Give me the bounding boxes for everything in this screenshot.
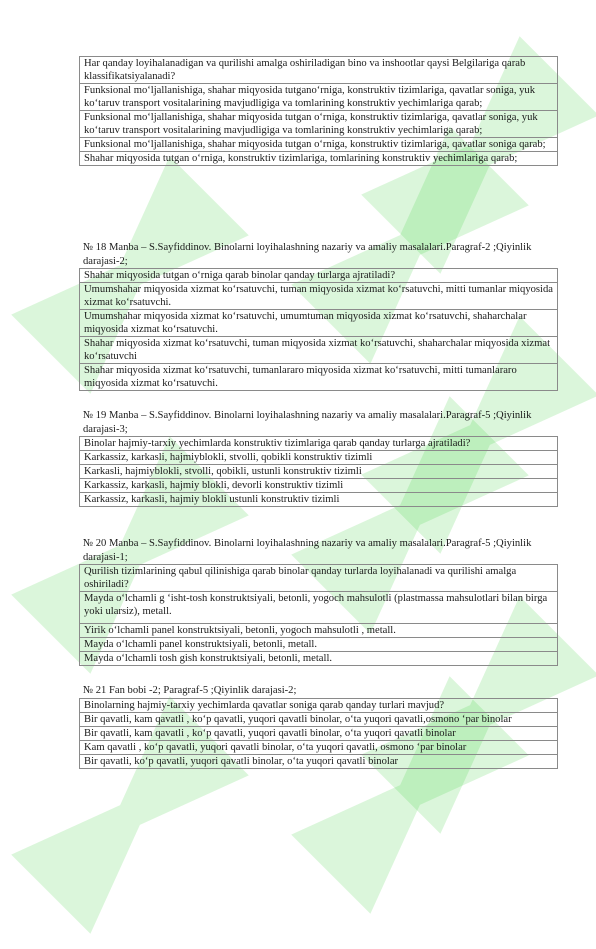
answer-row — [80, 451, 558, 465]
answer-text: Mayda o‘lchamli g ‘isht-tosh konstruktsiyali, betonli, yogoch mahsulotli (plastmassa mahsulotlari bilan birga yoki ularsiz), metall. — [80, 592, 558, 624]
answer-row — [80, 638, 558, 652]
question-row — [80, 57, 558, 84]
question-text: Qurilish tizimlarining qabul qilinishiga qarab binolar qanday turlarda loyihalanadi va qurilishi amalga oshiriladi? — [80, 565, 558, 592]
answer-row — [80, 465, 558, 479]
answer-row — [80, 152, 558, 166]
answer-row — [80, 479, 558, 493]
answer-text: Mayda o‘lchamli panel konstruktsiyali, betonli, metall. — [80, 638, 558, 652]
answer-text: Karkasli, hajmiyblokli, stvolli, qobikli, ustunli konstruktiv tizimli — [80, 465, 558, 479]
answer-row — [80, 592, 558, 624]
answer-row — [80, 713, 558, 727]
answer-row — [80, 84, 558, 111]
answer-text: Bir qavatli, kam qavatli , ko‘p qavatli, yuqori qavatli binolar, o‘ta yuqori qavatli binolar — [80, 727, 558, 741]
answer-text: Shahar miqyosida tutgan o‘rniga, konstruktiv tizimlariga, tomlarining konstruktiv yechimlariga qarab; — [80, 152, 558, 166]
answer-row — [80, 337, 558, 364]
question-heading: № 21 Fan bobi -2; Paragraf-5 ;Qiyinlik darajasi-2; — [83, 685, 297, 696]
question-table — [79, 56, 558, 166]
answer-row — [80, 364, 558, 391]
question-heading: № 20 Manba – S.Sayfiddinov. Binolarni loyihalashning nazariy va amaliy masalalari.Paragraf-5 ;Qiyinlik darajasi-1; — [83, 538, 532, 563]
question-row — [80, 437, 558, 451]
answer-row — [80, 727, 558, 741]
answer-text: Yirik o‘lchamli panel konstruktsiyali, betonli, yogoch mahsulotli , metall. — [80, 624, 558, 638]
answer-text: Karkassiz, karkasli, hajmiy blokli ustunli konstruktiv tizimli — [80, 493, 558, 507]
answer-row — [80, 493, 558, 507]
answer-text: Funksional mo‘ljallanishiga, shahar miqyosida tutgan o‘rniga, konstruktiv tizimlariga, qavatlar soniga qarab; — [80, 138, 558, 152]
answer-text: Kam qavatli , ko‘p qavatli, yuqori qavatli binolar, o‘ta yuqori qavatli, osmono ‘par binolar — [80, 741, 558, 755]
answer-row — [80, 624, 558, 638]
question-heading: № 19 Manba – S.Sayfiddinov. Binolarni loyihalashning nazariy va amaliy masalalari.Paragraf-5 ;Qiyinlik darajasi-3; — [83, 410, 532, 435]
answer-row — [80, 652, 558, 666]
question-table — [79, 268, 558, 391]
answer-text: Funksional mo‘ljallanishiga, shahar miqyosida tutgano‘rniga, konstruktiv tizimlariga, qavatlar soniga, yuk ko‘taruv transport vositalarining mavjudligiga va tomlarining konstruktiv yechimlariga qarab; — [80, 84, 558, 111]
answer-row — [80, 755, 558, 769]
answer-row — [80, 310, 558, 337]
question-table — [79, 564, 558, 666]
question-text: Har qanday loyihalanadigan va qurilishi amalga oshiriladigan bino va inshootlar qaysi Belgilariga qarab klassifikatsiyalanadi? — [80, 57, 558, 84]
answer-text: Bir qavatli, kam qavatli , ko‘p qavatli, yuqori qavatli binolar, o‘ta yuqori qavatli,osmono ‘par binolar — [80, 713, 558, 727]
question-text: Binolar hajmiy-tarxiy yechimlarda konstruktiv tizimlariga qarab qanday turlarga ajratiladi? — [80, 437, 558, 451]
answer-row — [80, 138, 558, 152]
question-row — [80, 699, 558, 713]
answer-row — [80, 111, 558, 138]
question-row — [80, 269, 558, 283]
answer-text: Shahar miqyosida xizmat ko‘rsatuvchi, tuman miqyosida xizmat ko‘rsatuvchi, shaharchalar miqyosida xizmat ko‘rsatuvchi — [80, 337, 558, 364]
answer-text: Mayda o‘lchamli tosh gish konstruktsiyali, betonli, metall. — [80, 652, 558, 666]
question-table — [79, 698, 558, 769]
answer-text: Bir qavatli, ko‘p qavatli, yuqori qavatli binolar, o‘ta yuqori qavatli binolar — [80, 755, 558, 769]
answer-text: Funksional mo‘ljallanishiga, shahar miqyosida tutgan o‘rniga, konstruktiv tizimlariga, qavatlar soniga, yuk ko‘taruv transport vositalarining mavjudligiga va tomlarining konstruktiv yechimlariga qarab; — [80, 111, 558, 138]
question-row — [80, 565, 558, 592]
answer-text: Umumshahar miqyosida xizmat ko‘rsatuvchi, umumtuman miqyosida xizmat ko‘rsatuvchi, shaharchalar miqyosida xizmat ko‘rsatuvchi. — [80, 310, 558, 337]
answer-row — [80, 741, 558, 755]
answer-text: Karkassiz, karkasli, hajmiy blokli, devorli konstruktiv tizimli — [80, 479, 558, 493]
answer-text: Karkassiz, karkasli, hajmiyblokli, stvolli, qobikli konstruktiv tizimli — [80, 451, 558, 465]
question-text: Binolarning hajmiy-tarxiy yechimlarda qavatlar soniga qarab qanday turlari mavjud? — [80, 699, 558, 713]
question-text: Shahar miqyosida tutgan o‘rniga qarab binolar qanday turlarga ajratiladi? — [80, 269, 558, 283]
answer-text: Shahar miqyosida xizmat ko‘rsatuvchi, tumanlararo miqyosida xizmat ko‘rsatuvchi, mitti tumanlararo miqyosida xizmat ko‘rsatuvchi. — [80, 364, 558, 391]
answer-row — [80, 283, 558, 310]
question-table — [79, 436, 558, 507]
answer-text: Umumshahar miqyosida xizmat ko‘rsatuvchi, tuman miqyosida xizmat ko‘rsatuvchi, mitti tumanlar miqyosida xizmat ko‘rsatuvchi. — [80, 283, 558, 310]
question-heading: № 18 Manba – S.Sayfiddinov. Binolarni loyihalashning nazariy va amaliy masalalari.Paragraf-2 ;Qiyinlik darajasi-2; — [83, 242, 532, 267]
